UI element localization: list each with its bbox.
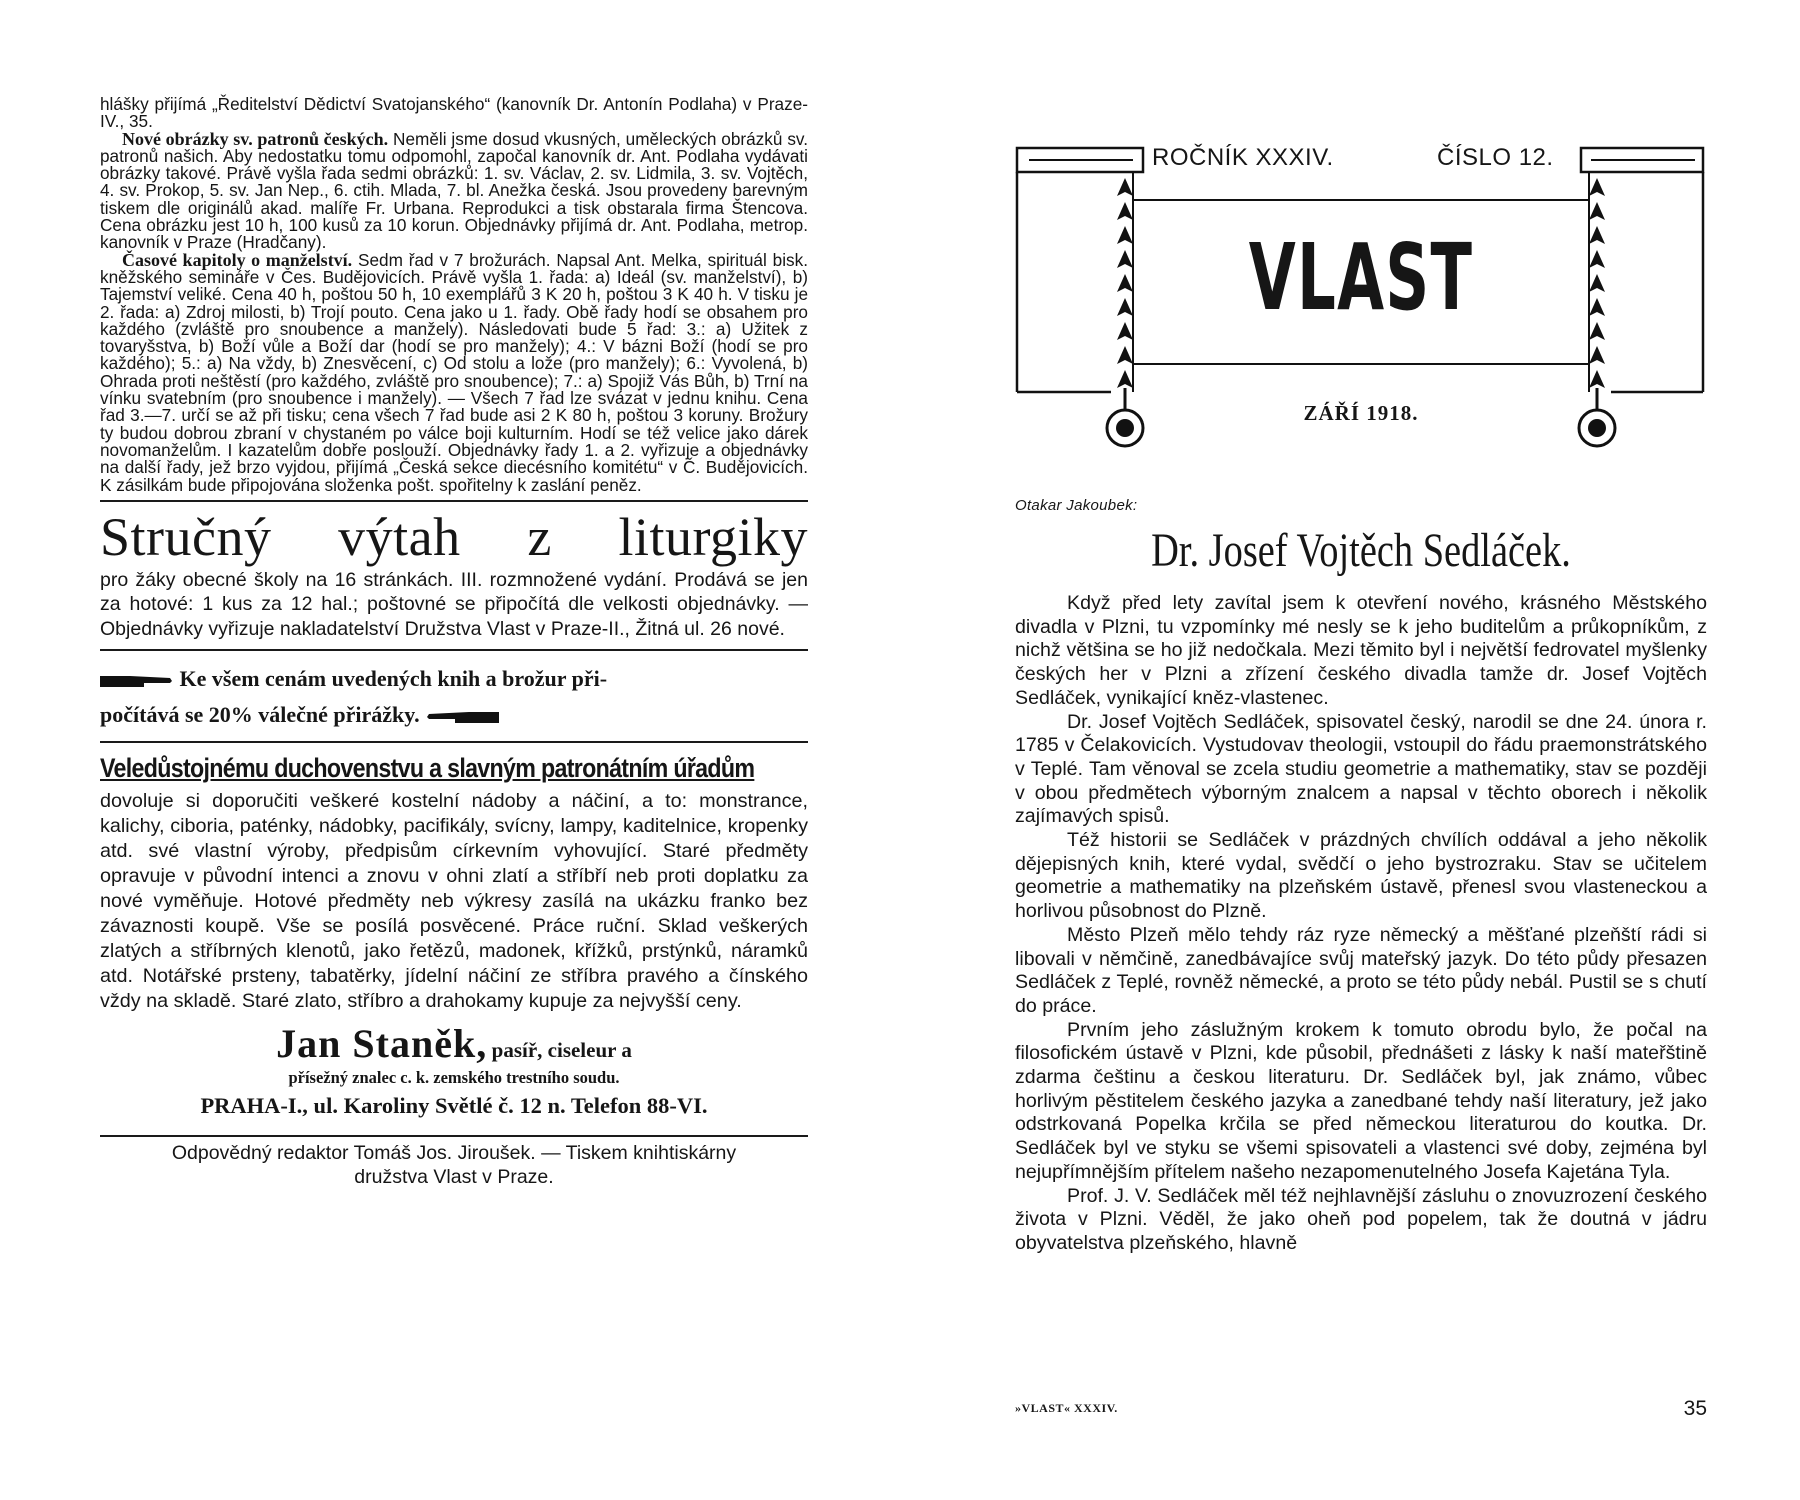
firm-trade: pasíř, ciseleur a xyxy=(491,1038,632,1063)
firm-address: PRAHA-I., ul. Karoliny Světlé č. 12 n. Telefon 88-VI. xyxy=(200,1093,708,1119)
article-paragraph: Prof. J. V. Sedláček měl též nejhlavnější zásluhu o znovuzrození českého života v Plzni. Věděl, že jako oheň pod popelem, tak že doutná v jádru obyvatelstva plzeňského, hlavně xyxy=(1015,1184,1707,1254)
imprint-line-1: Odpovědný redaktor Tomáš Jos. Jiroušek. — Tiskem knihtiskárny xyxy=(171,1142,737,1165)
surcharge-notice xyxy=(100,649,808,733)
surcharge-line-1-text: Ke všem cenám uvedených knih a brožur při- xyxy=(179,666,608,692)
notice-3-heading: Časové kapitoly o manželství. xyxy=(122,249,353,270)
article-paragraph: Prvním jeho záslužným krokem k tomuto obrodu bylo, že počal na filosofickém ústavě v Plzni, kde působil, přednášeti z lásky k naší mateřštině zdarma češtinu a českou literaturu. Dr. Sedláček byl, jak známo, vůbec horlivým pěstitelem českého jazyka a zanedbané tehdy naší literatury, jež jako odstrkovaná Popelka krčila se před německou literaturou do koutka. Dr. Sedláček byl ve styku se všemi spisovateli a vlastenci své doby, zejména byl nejupřímnějším přítelem našeho nezapomenutelného Josefa Kajetána Tyla. xyxy=(1015,1018,1707,1183)
article-body xyxy=(1015,592,1707,1256)
liturgy-advertisement xyxy=(100,500,808,642)
article xyxy=(1015,496,1707,1256)
notice-3-text: Sedm řad v 7 brožurách. Napsal Ant. Melka, spirituál bisk. kněžského semináře v Čes. Budějovicích. Právě vyšla 1. řada: a) Ideál (sv. manželství), b) Tajemství veliké. Cena 40 h, poštou 50 h, 10 exemplářů 3 K 20 h, poštou 3 K 40 h. V tisku je 2. řada: a) Zdroj milosti, b) Trojí pouto. Cena jako u 1. řady. Obě řady hodí se obsahem pro každého (zvláště pro snoubence a manžely). Následovati bude 5 řad: 3.: a) Užitek z tovaryšstva, b) Boží vůle a Boží dar (hodí se pro manžely); 4.: V bázni Boží (hodí se pro každého); 5.: a) Na vždy, b) Znesvěcení, c) Od stolu a lože (pro manžely); 6.: Vyvolená, b) Ohrada proti neštěstí (pro každého, zvláště pro snoubence); 7.: a) Spojiž Vás Bůh, b) Trní na vínku svatebním (pro snoubence i manžely). — Všech 7 řad lze svázat v jednu knihu. Cena řad 3.—7. určí se až při tisku; cena všech 7 řad bude asi 2 K 80 h, poštou 3 koruny. Brožury ty budou dobrou zbraní v chystaném po válce boji kulturním. Hodí se též velice jako dárek novomanželům. I kazatelům dobře poslouží. Objednávky řady 1. a 2. vyřizuje a objednávky na další řady, jež brzo vyjdou, přijímá „Česká sekce diecésního komitétu“ v Č. Budějovicích. K zásilkám bude připojována složenka pošt. spořitelny k zaslání peněz. xyxy=(100,249,808,495)
surcharge-line-1 xyxy=(100,661,808,697)
church-goods-ad-title: Veledůstojnému duchovenstvu a slavným patronátním úřadům xyxy=(100,753,755,784)
imprint xyxy=(100,1135,808,1189)
firm-credential: přísežný znalec c. k. zemského trestního soudu. xyxy=(288,1068,620,1088)
firm-line xyxy=(100,1020,808,1067)
article-paragraph: Též historii se Sedláček v prázdných chvílích oddával a jeho několik dějepisných knih, které vydal, svědčí o jeho bystrozraku. Stav se učitelem geometrie a mathematiky na plzeňském ústavě, přenesl svou vlasteneckou a horlivou působnost do Plzně. xyxy=(1015,829,1707,923)
church-goods-advertisement xyxy=(100,741,808,1123)
article-paragraph: Město Plzeň mělo tehdy ráz ryze německý a měšťané plzeňští rádi si libovali v němčině, zanedbávajíce svůj mateřský jazyk. Do této půdy přesazen Sedláček z Teplé, rovněž německé, a proto se této půdy nebál. Pustil se s chutí do práce. xyxy=(1015,923,1707,1017)
notice-2-heading: Nové obrázky sv. patronů českých. xyxy=(122,128,389,149)
masthead-title: VLAST xyxy=(1248,224,1474,331)
imprint-line-2: družstva Vlast v Praze. xyxy=(354,1166,554,1189)
article-author: Otakar Jakoubek: xyxy=(1015,497,1138,514)
notice-paragraph-3 xyxy=(100,249,808,495)
page-number: 35 xyxy=(1683,1397,1707,1420)
notice-paragraph-1 xyxy=(100,96,808,131)
page-footer xyxy=(1015,1397,1707,1419)
article-title: Dr. Josef Vojtěch Sedláček. xyxy=(1151,524,1571,577)
surcharge-line-2-text: počítává se 20% válečné přirážky. xyxy=(100,702,420,728)
pointing-hand-right-icon xyxy=(100,673,174,689)
liturgy-ad-title: Stručný výtah z liturgiky xyxy=(100,506,808,567)
notice-paragraph-2 xyxy=(100,128,808,253)
issue-date: ZÁŘÍ 1918. xyxy=(1303,401,1419,425)
volume-label: ROČNÍK XXXIV. xyxy=(1152,144,1334,171)
notice-2-text: Neměli jsme dosud vkusných, uměleckých obrázků sv. patronů našich. Aby nedostatku tomu odpomohl, započal kanovník dr. Ant. Podlaha vydávati obrázky takové. Právě vyšla řada sedmi obrázků: 1. sv. Václav, 2. sv. Lidmila, 3. sv. Vojtěch, 4. sv. Prokop, 5. sv. Jan Nep., 6. ctih. Mlada, 7. bl. Anežka česká. Jsou provedeny barevným tiskem dle originálů akad. malíře Fr. Urbana. Reprodukci a tisk obstarala firma Štencova. Cena obrázku jest 10 h, 100 kusů za 10 korun. Objednávky přijímá dr. Ant. Podlaha, metrop. kanovník v Praze (Hradčany). xyxy=(100,128,808,253)
pointing-hand-left-icon xyxy=(425,709,499,725)
issue-label: ČÍSLO 12. xyxy=(1437,144,1554,171)
article-paragraph: Když před lety zavítal jsem k otevření nového, krásného Městského divadla v Plzni, tu vzpomínky mé nesly se k jeho buditelům a průkopníkům, z nichž většina se ho již nedočkala. Mezi těmito byl i největší fedrovatel myšlenky českých her v Plzni a zřízení českého divadla tamže dr. Josef Vojtěch Sedláček, vynikající kněz-vlastenec. xyxy=(1015,592,1707,709)
masthead xyxy=(1015,144,1707,454)
article-paragraph: Dr. Josef Vojtěch Sedláček, spisovatel český, narodil se dne 24. února r. 1785 v Čelakovicích. Vystudovav theologii, vstoupil do řádu praemonstrátského v Teplé. Tam věnoval se zcela studiu geometrie a mathematiky, stav se později v obou předmětech výborným znalcem a napsal v těchto oborech i několik zajímavých spisů. xyxy=(1015,710,1707,828)
firm-name: Jan Staněk, xyxy=(276,1021,488,1067)
church-goods-ad-body: dovoluje si doporučiti veškeré kostelní nádoby a náčiní, a to: monstrance, kalichy, ciboria, paténky, nádobky, pacifikály, svícny, lampy, kaditelnice, kropenky atd. své vlastní výroby, předpisům církevním vyhovující. Staré předměty opravuje v původní intenci a znovu v ohni zlatí a stříbří neb proti doplatku za nové vyměňuje. Hotové předměty neb výkresy zasílá na ukázku franko bez závaznosti koupě. Vše se posílá posvěcené. Práce ruční. Sklad veškerých zlatých a stříbrných klenotů, jako řetězů, madonek, křížků, prstýnků, náramků atd. Notářské prsteny, tabatěrky, jídelní náčiní ze stříbra pravého a čínského vždy na skladě. Staré zlato, stříbro a drahokamy kupuje za nejvyšší ceny. xyxy=(100,790,808,1013)
surcharge-line-2 xyxy=(100,697,808,733)
footer-signature-mark: »VLAST« XXXIV. xyxy=(1015,1401,1118,1415)
liturgy-ad-body: pro žáky obecné školy na 16 stránkách. III. rozmnožené vydání. Prodává se jen za hotové: 1 kus za 12 hal.; poštovné se připočítá dle velkosti objednávky. — Objednávky vyřizuje nakladatelství Družstva Vlast v Praze-II., Žitná ul. 26 nové. xyxy=(100,568,808,640)
left-page xyxy=(100,96,808,1189)
notice-1-text: hlášky přijímá „Ředitelství Dědictví Svatojanského“ (kanovník Dr. Antonín Podlaha) v Praze-IV., 35. xyxy=(100,94,808,132)
